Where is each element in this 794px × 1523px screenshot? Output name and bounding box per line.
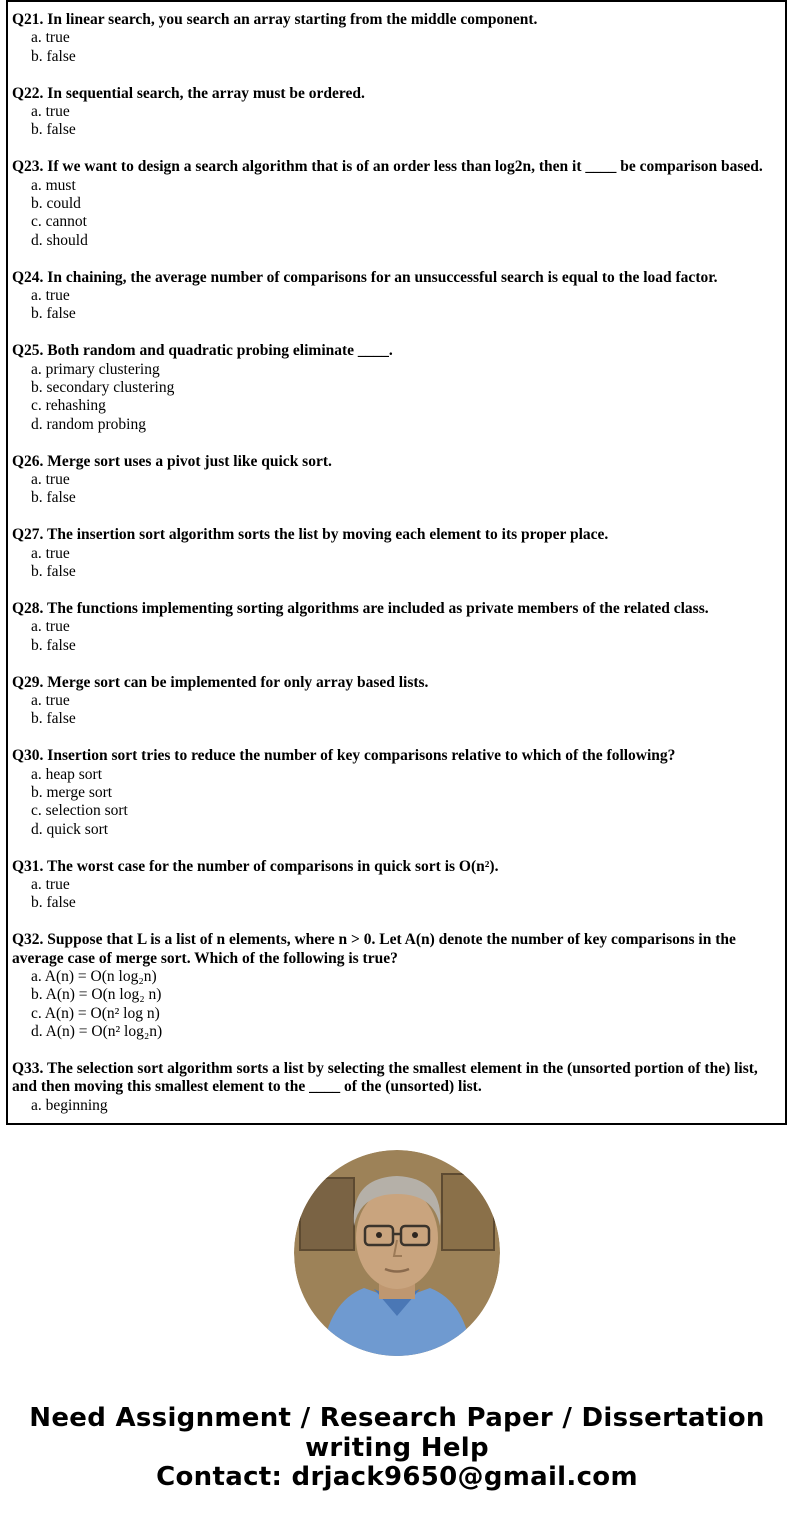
question-text: Q22. In sequential search, the array must be ordered.: [12, 84, 365, 102]
question-option: d. should: [31, 231, 88, 249]
question-text: Q28. The functions implementing sorting algorithms are included as private members of the related class.: [12, 599, 709, 617]
question-option: a. true: [31, 875, 70, 893]
question-block-q29: [12, 674, 781, 729]
question-option: b. false: [31, 121, 76, 139]
question-option: c. cannot: [31, 213, 87, 231]
question-text: Q25. Both random and quadratic probing eliminate ____.: [12, 342, 393, 360]
footer-contact-email: Contact: drjack9650@gmail.com: [156, 1462, 638, 1492]
question-option: a. true: [31, 691, 70, 709]
question-text: Q23. If we want to design a search algorithm that is of an order less than log2n, then it ____ be comparison based.: [12, 158, 763, 176]
footer-line-1: Need Assignment / Research Paper / Dissertation: [29, 1403, 765, 1433]
question-option: a. A(n) = O(n log₂n): [31, 967, 157, 985]
question-text: Q32. Suppose that L is a list of n elements, where n > 0. Let A(n) denote the number of key comparisons in the average case of merge sort. Which of the following is true?: [12, 931, 736, 967]
question-text: Q30. Insertion sort tries to reduce the number of key comparisons relative to which of the following?: [12, 747, 676, 765]
question-option: b. false: [31, 563, 76, 581]
question-block-q31: [12, 858, 781, 913]
question-option: b. secondary clustering: [31, 379, 175, 397]
question-block-q30: [12, 747, 781, 839]
question-text: Q24. In chaining, the average number of comparisons for an unsuccessful search is equal to the load factor.: [12, 268, 718, 286]
question-option: a. must: [31, 176, 76, 194]
question-block-q24: [12, 269, 781, 324]
question-option: b. A(n) = O(n log₂ n): [31, 986, 162, 1004]
question-option: a. true: [31, 471, 70, 489]
question-block-q22: [12, 85, 781, 140]
question-block-q21: [12, 11, 781, 66]
question-text: Q26. Merge sort uses a pivot just like quick sort.: [12, 452, 332, 470]
question-option: d. random probing: [31, 415, 146, 433]
question-block-q27: [12, 526, 781, 581]
footer-advert: [0, 1404, 794, 1493]
question-text: Q27. The insertion sort algorithm sorts the list by moving each element to its proper place.: [12, 526, 609, 544]
question-option: a. true: [31, 29, 70, 47]
question-option: b. false: [31, 710, 76, 728]
profile-photo: [294, 1150, 500, 1356]
question-option: c. rehashing: [31, 397, 106, 415]
question-option: a. true: [31, 544, 70, 562]
question-text: Q21. In linear search, you search an array starting from the middle component.: [12, 11, 538, 28]
question-option: b. false: [31, 894, 76, 912]
question-option: b. could: [31, 195, 81, 213]
question-option: a. beginning: [31, 1096, 108, 1114]
question-option: d. quick sort: [31, 820, 109, 838]
question-option: a. true: [31, 287, 70, 305]
questions-list: [12, 11, 781, 1115]
footer-line-2: writing Help: [305, 1432, 489, 1463]
question-text: Q29. Merge sort can be implemented for only array based lists.: [12, 673, 429, 691]
question-block-q33: [12, 1060, 781, 1115]
question-option: a. heap sort: [31, 765, 103, 783]
question-block-q28: [12, 600, 781, 655]
question-block-q26: [12, 453, 781, 508]
question-option: a. true: [31, 103, 70, 121]
question-option: b. false: [31, 636, 76, 654]
question-block-q23: [12, 158, 781, 250]
question-option: a. true: [31, 618, 70, 636]
question-block-q32: [12, 931, 781, 1041]
question-option: d. A(n) = O(n² log₂n): [31, 1023, 163, 1041]
question-text: Q33. The selection sort algorithm sorts a list by selecting the smallest element in the (unsorted portion of the) list, and then moving this smallest element to the ____ of the (unsorted) list.: [12, 1059, 758, 1096]
question-block-q25: [12, 342, 781, 434]
question-option: a. primary clustering: [31, 360, 160, 378]
quiz-document-box: [6, 0, 787, 1125]
question-text: Q31. The worst case for the number of comparisons in quick sort is O(n²).: [12, 857, 499, 875]
question-option: b. merge sort: [31, 783, 113, 801]
question-option: b. false: [31, 305, 76, 323]
question-option: c. A(n) = O(n² log n): [31, 1004, 160, 1022]
question-option: b. false: [31, 489, 76, 507]
question-option: b. false: [31, 47, 76, 65]
question-option: c. selection sort: [31, 802, 128, 820]
profile-photo-image: [294, 1150, 500, 1356]
